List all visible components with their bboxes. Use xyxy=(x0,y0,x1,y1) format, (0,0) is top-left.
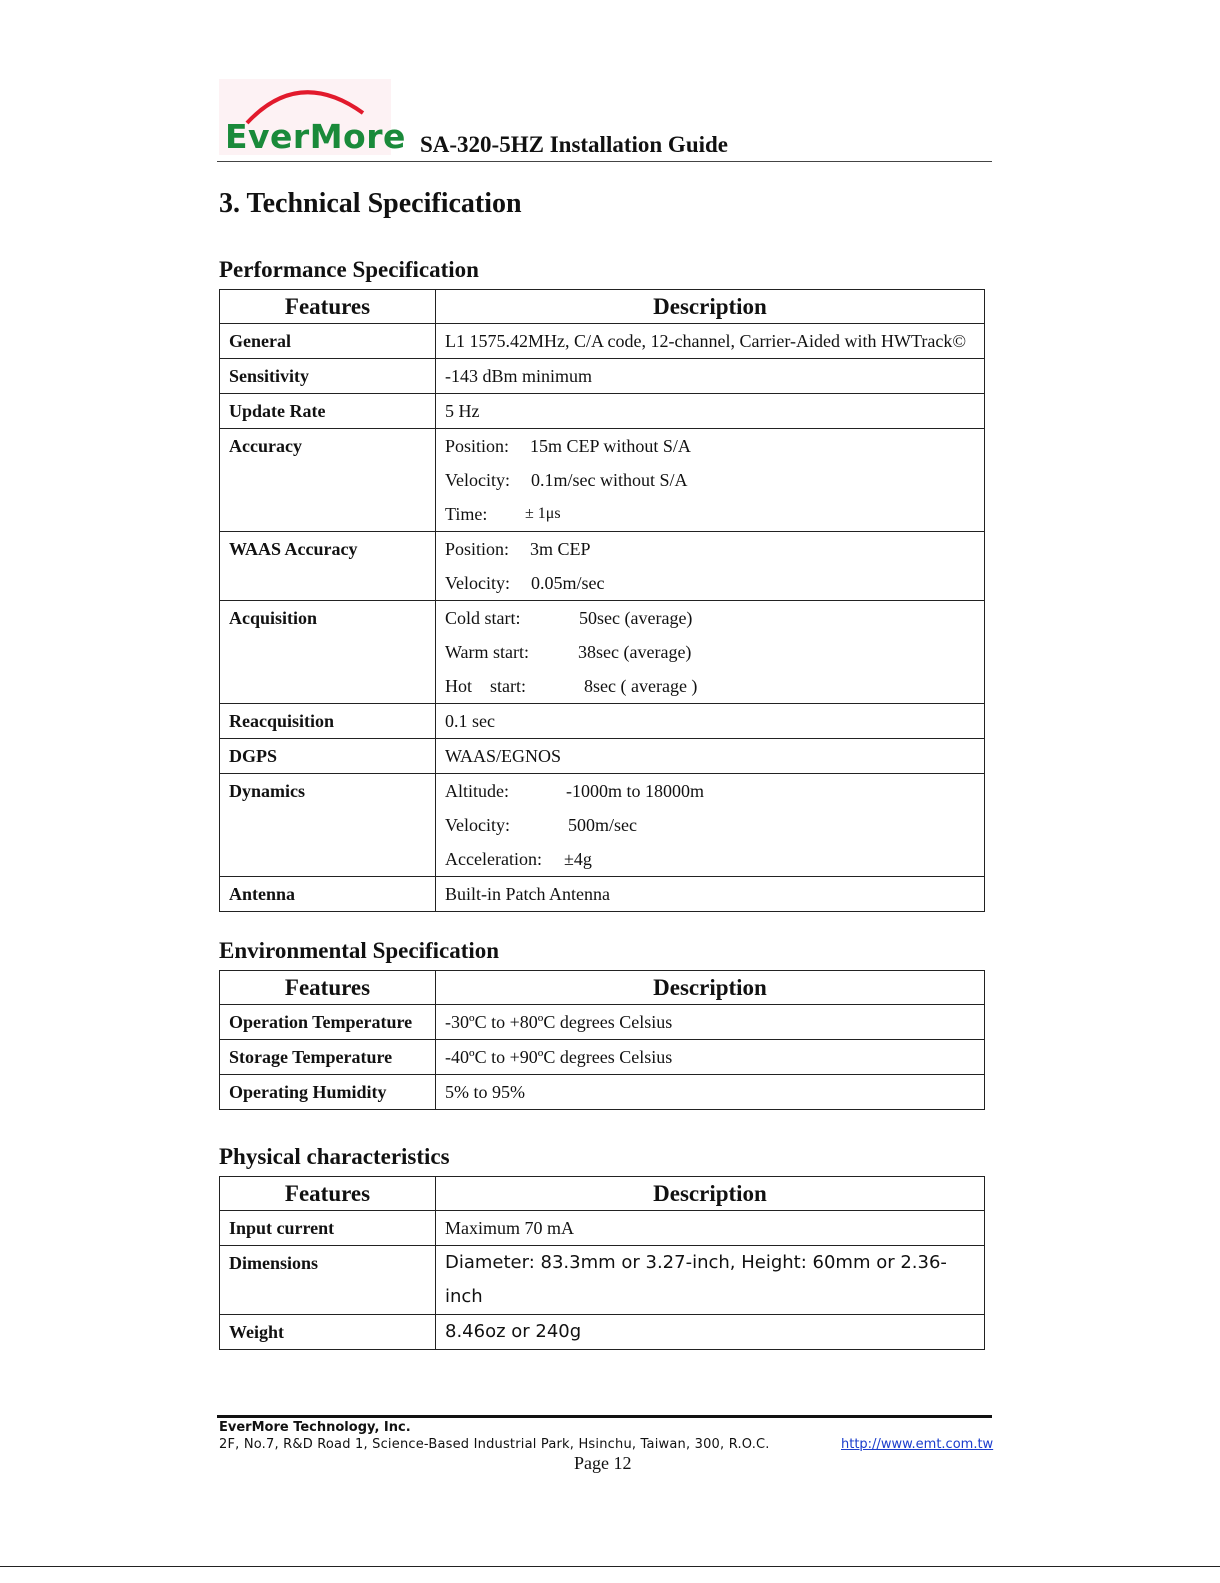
description-cell: -30ºC to +80ºC degrees Celsius xyxy=(436,1005,985,1040)
spec-value: 38sec (average) xyxy=(578,642,692,662)
feature-cell: Dynamics xyxy=(220,774,436,877)
description-cell: 5% to 95% xyxy=(436,1075,985,1110)
table-row xyxy=(220,429,985,532)
spec-line xyxy=(445,566,984,600)
spec-line xyxy=(445,429,984,463)
table-row xyxy=(220,601,985,704)
spec-line xyxy=(445,497,984,531)
table-row xyxy=(220,532,985,601)
table-row xyxy=(220,359,985,394)
table-row xyxy=(220,1075,985,1110)
feature-cell: Update Rate xyxy=(220,394,436,429)
spec-line xyxy=(445,842,984,876)
feature-cell: WAAS Accuracy xyxy=(220,532,436,601)
table-row xyxy=(220,774,985,877)
spec-value: 0.05m/sec xyxy=(531,573,605,593)
description-header: Description xyxy=(436,1177,985,1211)
table-row xyxy=(220,1040,985,1075)
description-cell xyxy=(436,601,985,704)
spec-line xyxy=(445,669,984,703)
description-cell xyxy=(436,774,985,877)
spec-line xyxy=(445,601,984,635)
spec-key: Acceleration: xyxy=(445,849,542,869)
spec-key: Velocity: xyxy=(445,573,510,593)
spec-key: Cold start: xyxy=(445,608,521,628)
performance-heading: Performance Specification xyxy=(219,257,479,282)
description-header: Description xyxy=(436,290,985,324)
performance-table xyxy=(219,289,985,912)
spec-value: 0.1m/sec without S/A xyxy=(531,470,688,490)
page-edge-line xyxy=(0,1566,1220,1567)
table-header-row xyxy=(220,290,985,324)
table-row xyxy=(220,324,985,359)
spec-key: Hot start: xyxy=(445,676,526,696)
spec-key: Altitude: xyxy=(445,781,509,801)
description-cell: L1 1575.42MHz, C/A code, 12-channel, Carrier-Aided with HWTrack© xyxy=(436,324,985,359)
feature-cell: Accuracy xyxy=(220,429,436,532)
spec-line xyxy=(445,532,984,566)
features-header: Features xyxy=(220,971,436,1005)
features-header: Features xyxy=(220,1177,436,1211)
website-link[interactable]: http://www.emt.com.tw xyxy=(841,1437,994,1452)
spec-value: 50sec (average) xyxy=(579,608,693,628)
spec-line xyxy=(445,808,984,842)
description-cell: -143 dBm minimum xyxy=(436,359,985,394)
description-cell: 5 Hz xyxy=(436,394,985,429)
environmental-table xyxy=(219,970,985,1110)
table-row xyxy=(220,704,985,739)
spec-value: -1000m to 18000m xyxy=(566,781,704,801)
spec-value: ±4g xyxy=(564,849,592,869)
table-header-row xyxy=(220,971,985,1005)
environmental-heading: Environmental Specification xyxy=(219,938,500,963)
description-cell xyxy=(436,429,985,532)
table-row xyxy=(220,1211,985,1246)
features-header: Features xyxy=(220,290,436,324)
feature-cell: Dimensions xyxy=(220,1246,436,1315)
table-row xyxy=(220,739,985,774)
description-cell xyxy=(436,532,985,601)
spec-key: Velocity: xyxy=(445,470,510,490)
table-row xyxy=(220,1315,985,1350)
description-cell: 0.1 sec xyxy=(436,704,985,739)
physical-table xyxy=(219,1176,985,1350)
logo-text: EverMore xyxy=(225,117,406,156)
description-cell: Built-in Patch Antenna xyxy=(436,877,985,912)
description-header: Description xyxy=(436,971,985,1005)
description-cell: Maximum 70 mA xyxy=(436,1211,985,1246)
spec-value: 15m CEP without S/A xyxy=(530,436,691,456)
description-cell: Diameter: 83.3mm or 3.27-inch, Height: 60mm or 2.36-inch xyxy=(436,1246,985,1315)
page-number: Page 12 xyxy=(574,1453,632,1473)
feature-cell: Operation Temperature xyxy=(220,1005,436,1040)
spec-key: Warm start: xyxy=(445,642,530,662)
feature-cell: Storage Temperature xyxy=(220,1040,436,1075)
footer-company: EverMore Technology, Inc. xyxy=(219,1420,411,1435)
spec-key: Position: xyxy=(445,539,510,559)
footer-address: 2F, No.7, R&D Road 1, Science-Based Industrial Park, Hsinchu, Taiwan, 300, R.O.C. xyxy=(219,1437,770,1452)
table-row xyxy=(220,1246,985,1315)
spec-line xyxy=(445,463,984,497)
spec-key: Time: xyxy=(445,504,488,524)
feature-cell: Input current xyxy=(220,1211,436,1246)
feature-cell: DGPS xyxy=(220,739,436,774)
physical-heading: Physical characteristics xyxy=(219,1144,450,1169)
description-cell: -40ºC to +90ºC degrees Celsius xyxy=(436,1040,985,1075)
spec-key: Position: xyxy=(445,436,510,456)
spec-line xyxy=(445,774,984,808)
spec-value: 8sec ( average ) xyxy=(584,676,698,696)
header-divider xyxy=(217,161,992,162)
spec-line xyxy=(445,635,984,669)
footer-divider xyxy=(217,1415,992,1418)
spec-key: Velocity: xyxy=(445,815,510,835)
table-row xyxy=(220,877,985,912)
feature-cell: Acquisition xyxy=(220,601,436,704)
spec-value: 3m CEP xyxy=(530,539,591,559)
document-title: SA-320-5HZ Installation Guide xyxy=(420,132,728,157)
feature-cell: Antenna xyxy=(220,877,436,912)
spec-value: ± 1μs xyxy=(525,505,561,522)
feature-cell: General xyxy=(220,324,436,359)
feature-cell: Reacquisition xyxy=(220,704,436,739)
description-cell: 8.46oz or 240g xyxy=(436,1315,985,1350)
section-title: 3. Technical Specification xyxy=(219,188,522,219)
feature-cell: Operating Humidity xyxy=(220,1075,436,1110)
description-cell: WAAS/EGNOS xyxy=(436,739,985,774)
table-row xyxy=(220,1005,985,1040)
spec-value: 500m/sec xyxy=(568,815,637,835)
feature-cell: Weight xyxy=(220,1315,436,1350)
table-header-row xyxy=(220,1177,985,1211)
feature-cell: Sensitivity xyxy=(220,359,436,394)
table-row xyxy=(220,394,985,429)
evermore-logo xyxy=(219,79,406,156)
